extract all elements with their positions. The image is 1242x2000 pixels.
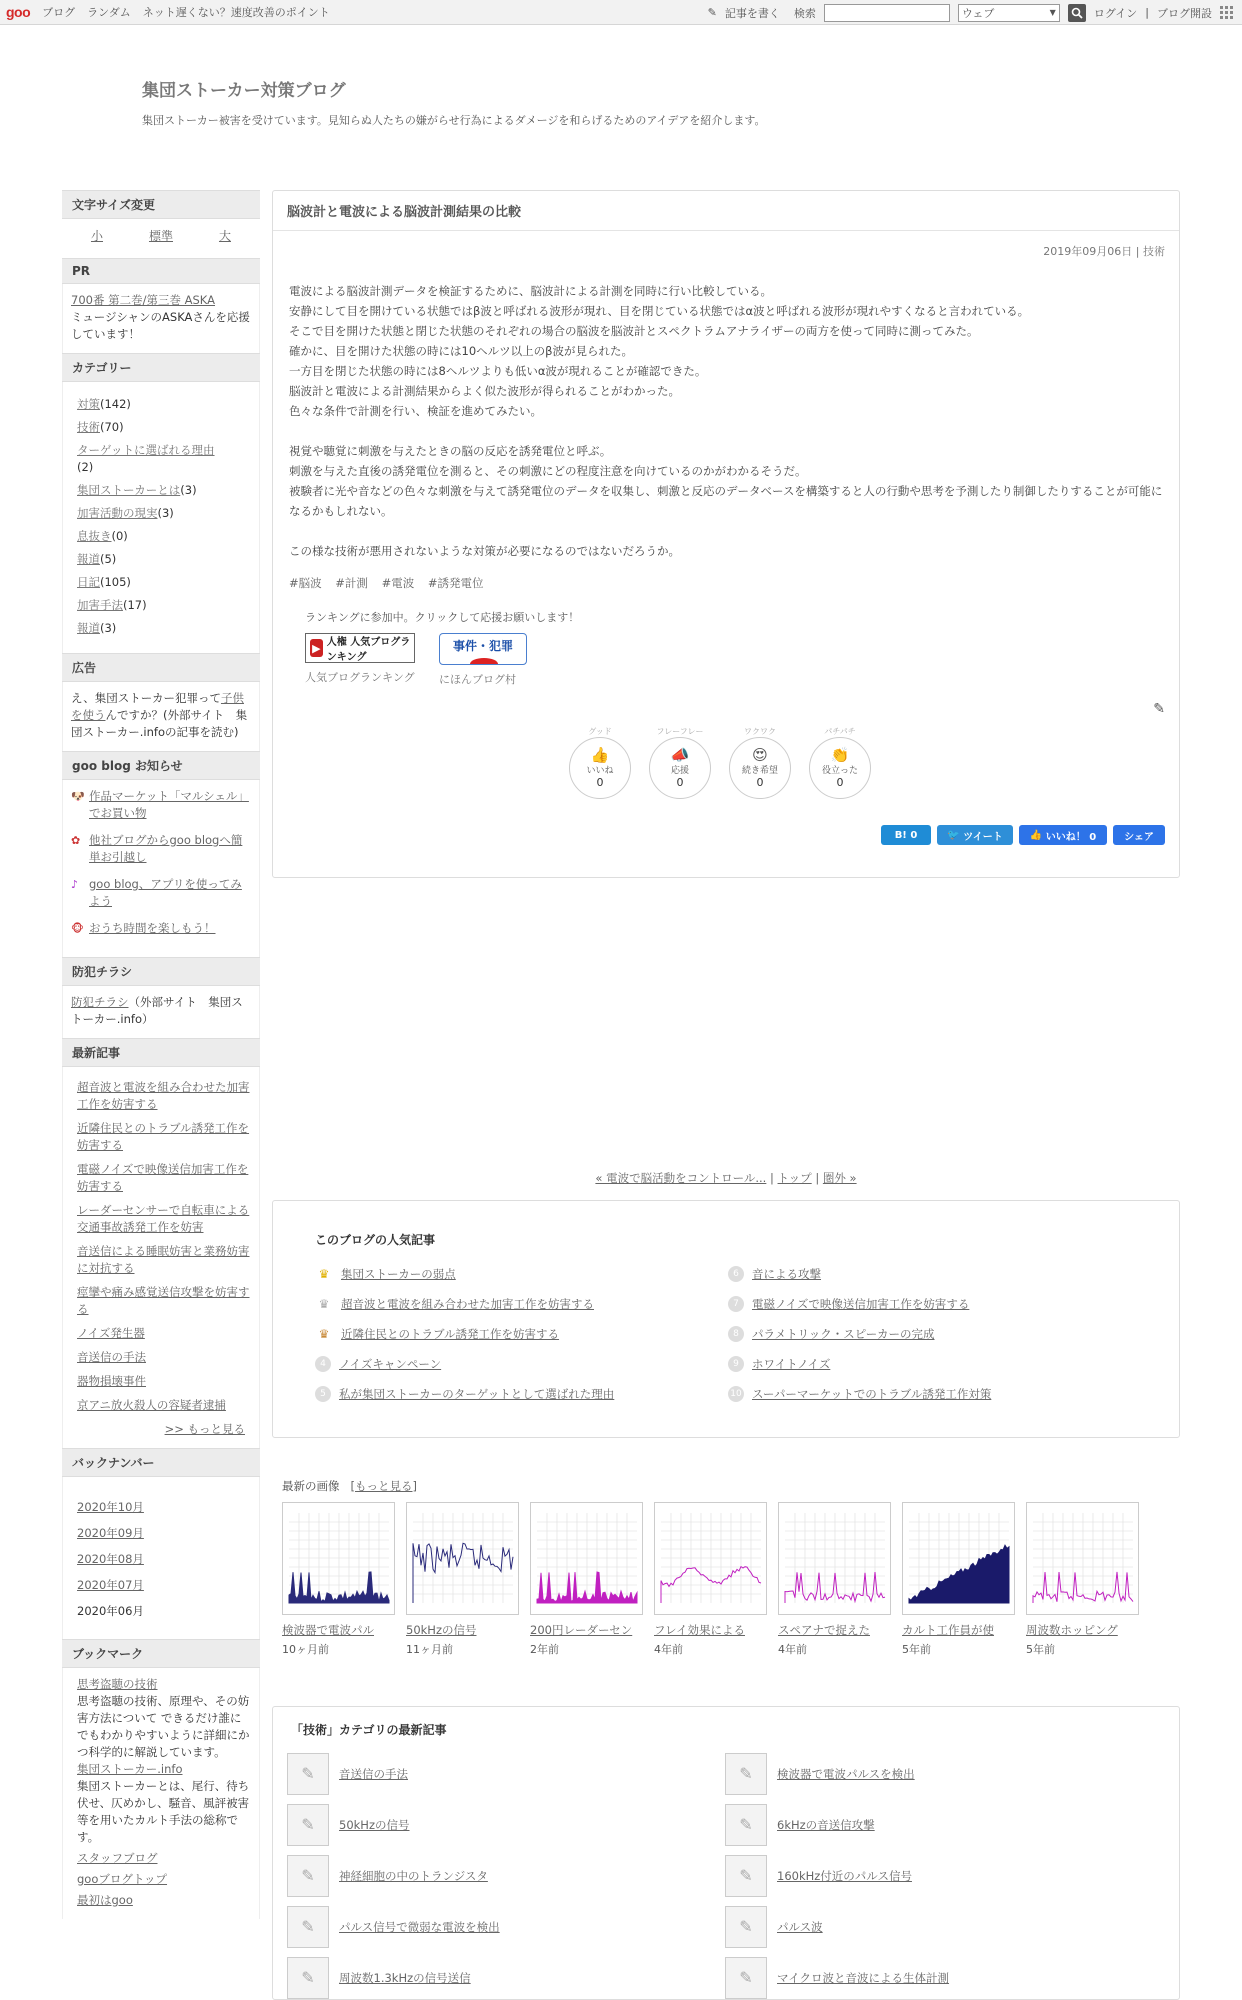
- blog-title[interactable]: 集団ストーカー対策ブログ: [142, 81, 346, 101]
- archive-list: [62, 1477, 260, 1639]
- topbar-link-speed[interactable]: ネット遅くない？速度改善のポイント: [142, 6, 330, 19]
- flyer-link[interactable]: 防犯チラシ: [71, 995, 129, 1009]
- pencil-icon: ✎: [707, 6, 717, 19]
- recent-item[interactable]: 超音波と電波を組み合わせた加害工作を妨害する: [77, 1080, 250, 1111]
- rank-number: 9: [728, 1356, 744, 1372]
- goo-logo[interactable]: goo: [6, 4, 31, 20]
- thumbnail-image[interactable]: [1026, 1502, 1139, 1615]
- notice-item: 🐶 作品マーケット「マルシェル」でお買い物: [71, 789, 249, 820]
- recent-item[interactable]: 近隣住民とのトラブル誘発工作を妨害する: [77, 1121, 250, 1152]
- category-article-link[interactable]: 160kHz付近のパルス信号: [777, 1868, 912, 1883]
- archive-item[interactable]: 2020年07月: [77, 1578, 144, 1592]
- login-link[interactable]: ログイン: [1093, 6, 1138, 20]
- popular-item: 10 スーパーマーケットでのトラブル誘発工作対策: [728, 1379, 1128, 1409]
- category-item: 加害手法(17): [77, 598, 147, 612]
- font-size-options: [62, 219, 260, 258]
- ranking-logo-icon: ▶: [310, 639, 323, 657]
- notice-item: ✿ 他社ブログからgoo blogへ簡単お引越し: [71, 833, 243, 864]
- category-article-link[interactable]: 周波数1.3kHzの信号送信: [339, 1970, 471, 1985]
- article-meta: 2019年09月06日 | 技術: [1043, 245, 1165, 258]
- category-item: 技術(70): [77, 420, 124, 434]
- article-thumbnail-icon[interactable]: ✎: [287, 1957, 329, 1999]
- category-article-link[interactable]: パルス波: [777, 1919, 823, 1934]
- pr-body: [62, 284, 260, 353]
- paragraph-spacer: [289, 421, 1163, 441]
- monkey-icon: 🐵: [71, 922, 84, 935]
- article-paragraph: 刺激を与えた直後の誘発電位を測ると、その刺激にどの程度注意を向けているのかがわかるそうだ。: [289, 464, 807, 478]
- tag[interactable]: #電波: [381, 576, 415, 590]
- image-thumbnail[interactable]: [778, 1502, 891, 1657]
- font-size-large[interactable]: 大: [218, 229, 231, 243]
- paragraph-spacer: [289, 521, 1163, 541]
- latest-images: [282, 1478, 1182, 1657]
- rank-number: 10: [728, 1386, 744, 1402]
- spectrum-plot-image: [779, 1503, 890, 1614]
- bookmark-link[interactable]: スタッフブログ: [77, 1851, 158, 1865]
- font-size-small[interactable]: 小: [90, 229, 103, 243]
- bronze-crown-icon: ♛: [318, 1327, 330, 1341]
- category-article-link[interactable]: 6kHzの音送信攻撃: [777, 1817, 875, 1832]
- category-article-item: [725, 1752, 1163, 1795]
- category-item: 報道(3): [77, 621, 117, 635]
- write-article-link[interactable]: 記事を書く: [724, 6, 780, 20]
- topbar-link-random[interactable]: ランダム: [87, 6, 131, 19]
- image-thumbnail[interactable]: [530, 1502, 643, 1657]
- category-latest-articles: [272, 1706, 1180, 2000]
- archive-item[interactable]: 2020年08月: [77, 1552, 144, 1566]
- facebook-like-button[interactable]: 👍 いいね！ 0: [1019, 825, 1107, 845]
- prev-article-link[interactable]: « 電波で脳活動をコントロール...: [595, 1171, 767, 1185]
- recent-item[interactable]: 痙攣や痛み感覚送信攻撃を妨害する: [77, 1285, 250, 1316]
- article-title[interactable]: 脳波計と電波による脳波計測結果の比較: [273, 191, 1179, 231]
- category-article-link[interactable]: 50kHzの信号: [339, 1817, 410, 1832]
- popular-list-left: [315, 1259, 715, 1409]
- category-article-item: [287, 1905, 725, 1948]
- article-thumbnail-icon[interactable]: ✎: [287, 1855, 329, 1897]
- bookmark-description: 思考盗聴の技術、原理や、その妨害方法について できるだけ誰にでもわかりやすいように詳細にかつ科学的に解説しています。: [77, 1694, 250, 1759]
- article-thumbnail-icon[interactable]: ✎: [725, 1804, 767, 1846]
- image-thumbnail[interactable]: [282, 1502, 395, 1657]
- blogmura-banner[interactable]: 事件・犯罪: [439, 633, 527, 665]
- heart-eyes-icon: 😍: [752, 746, 768, 764]
- thumbnail-age: 2年前: [530, 1643, 559, 1656]
- category-item: 集団ストーカーとは(3): [77, 483, 197, 497]
- thumbnail-image[interactable]: [778, 1502, 891, 1615]
- category-article-item: [725, 1803, 1163, 1846]
- thumbnail-caption[interactable]: 周波数ホッピング: [1026, 1623, 1118, 1637]
- recent-list: [62, 1067, 260, 1448]
- image-thumbnail[interactable]: [654, 1502, 767, 1657]
- edit-pen-icon[interactable]: ✎: [1153, 701, 1165, 717]
- article-body: [273, 273, 1179, 561]
- spectrum-plot-image: [903, 1503, 1014, 1614]
- article: [272, 190, 1180, 878]
- ranking-text: ランキングに参加中。クリックして応援お願いします！: [305, 611, 580, 624]
- popular-list-right: [728, 1259, 1128, 1409]
- notice-item: 🐵 おうち時間を楽しもう！: [71, 921, 216, 935]
- article-thumbnail-icon[interactable]: ✎: [725, 1855, 767, 1897]
- category-article-link[interactable]: 神経細胞の中のトランジスタ: [339, 1868, 488, 1883]
- clap-icon: 👏: [830, 746, 850, 764]
- spectrum-plot-image: [1027, 1503, 1138, 1614]
- latest-images-more-link[interactable]: [もっと見る]: [350, 1479, 417, 1493]
- article-paragraph: この様な技術が悪用されないような対策が必要になるのではないだろうか。: [289, 544, 680, 558]
- popular-item: 5 私が集団ストーカーのターゲットとして選ばれた理由: [315, 1379, 715, 1409]
- silver-crown-icon: ♛: [318, 1297, 330, 1311]
- archive-heading: バックナンバー: [62, 1448, 260, 1477]
- rank-number: 6: [728, 1266, 744, 1282]
- article-date: 2019年09月06日: [1043, 245, 1133, 258]
- latest-images-heading: 最新の画像 [もっと見る]: [282, 1479, 417, 1493]
- category-article-item: [287, 1854, 725, 1897]
- article-paragraph: 脳波計と電波による計測結果からよく似た波形が得られることがわかった。: [289, 384, 680, 398]
- search-icon: [1071, 7, 1083, 19]
- recent-heading: 最新記事: [62, 1038, 260, 1067]
- article-category[interactable]: 技術: [1143, 245, 1165, 258]
- bookmark-list: [62, 1668, 260, 1919]
- article-paragraph: 視覚や聴覚に刺激を与えたときの脳の反応を誘発電位と呼ぶ。: [289, 444, 612, 458]
- search-input[interactable]: [824, 4, 950, 22]
- article-thumbnail-icon[interactable]: ✎: [287, 1906, 329, 1948]
- archive-item[interactable]: 2020年10月: [77, 1500, 144, 1514]
- article-paragraph: 色々な条件で計測を行い、検証を進めてみたい。: [289, 404, 542, 418]
- article-paragraph: 一方目を閉じた状態の時には8ヘルツよりも低いα波が現れることが確認できた。: [289, 364, 707, 378]
- sidebar: [62, 190, 260, 1919]
- popular-item: 4 ノイズキャンペーン: [315, 1349, 715, 1379]
- thumbs-up-icon: 👍: [590, 746, 610, 764]
- category-latest-heading: 「技術」カテゴリの最新記事: [291, 1723, 447, 1737]
- category-article-item: [725, 1854, 1163, 1897]
- notice-item: ♪ goo blog、アプリを使ってみよう: [71, 877, 242, 908]
- popular-item: 6 音による攻撃: [728, 1259, 1128, 1289]
- apps-grid-icon[interactable]: [1220, 6, 1234, 20]
- popular-item: 8 パラメトリック・スピーカーの完成: [728, 1319, 1128, 1349]
- thumbnail-caption[interactable]: カルト工作員が使: [902, 1623, 994, 1637]
- popular-item: ♛ 超音波と電波を組み合わせた加害工作を妨害する: [315, 1289, 715, 1319]
- spectrum-plot-image: [531, 1503, 642, 1614]
- ranking-badge[interactable]: 事件・犯罪 にほんブログ村: [439, 633, 527, 687]
- twitter-bird-icon: 🐦: [947, 829, 960, 841]
- dog-icon: 🐶: [71, 790, 85, 803]
- rank-number: 4: [315, 1356, 331, 1372]
- ranking-section: [305, 609, 1179, 687]
- open-blog-link[interactable]: ブログ開設: [1157, 6, 1212, 20]
- recent-item[interactable]: 器物損壊事件: [77, 1374, 146, 1388]
- article-tags: [273, 561, 1179, 591]
- popular-articles: [272, 1200, 1180, 1438]
- popular-item: 7 電磁ノイズで映像送信加害工作を妨害する: [728, 1289, 1128, 1319]
- article-paragraph: 被験者に光や音などの色々な刺激を与えて誘発電位のデータを収集し、刺激と反応のデータベースを構築すると人の行動や思考を予測したり制御したりすることが可能になるかもしれない。: [289, 484, 1163, 518]
- popular-item: ♛ 集団ストーカーの弱点: [315, 1259, 715, 1289]
- thumbnail-age: 10ヶ月前: [282, 1643, 329, 1656]
- article-thumbnail-icon[interactable]: ✎: [725, 1906, 767, 1948]
- rank-number: 5: [315, 1386, 331, 1402]
- ad-link[interactable]: 子供を使う: [71, 691, 244, 722]
- recent-item[interactable]: ノイズ発生器: [77, 1326, 145, 1340]
- thumbnail-caption[interactable]: 200円レーダーセン: [530, 1623, 633, 1637]
- image-thumbnail[interactable]: [1026, 1502, 1139, 1657]
- notice-list: [62, 780, 260, 957]
- thumbs-up-icon: 👍: [1029, 829, 1043, 841]
- thumbnail-caption[interactable]: 検波器で電波パル: [282, 1623, 374, 1637]
- top-bar: goo ブログ ランダム ネット遅くない？速度改善のポイント ✎ 記事を書く 検索 ウェブ ▼ ログイン | ブログ開設: [0, 0, 1242, 25]
- music-note-icon: ♪: [71, 878, 79, 891]
- article-paragraph: そこで目を開けた状態と閉じた状態のそれぞれの場合の脳波を脳波計とスペクトラムアナライザーの両方を使って同時に測ってみた。: [289, 324, 979, 338]
- image-thumbnail[interactable]: [406, 1502, 519, 1657]
- category-heading: カテゴリー: [62, 353, 260, 382]
- reaction-cheer[interactable]: フレーフレー 📣 応援 0: [649, 737, 711, 799]
- spectrum-plot-image: [283, 1503, 394, 1614]
- thumbnail-age: 4年前: [654, 1643, 683, 1656]
- reaction-buttons: [569, 727, 871, 799]
- thumbnail-caption[interactable]: フレイ効果による: [654, 1623, 745, 1637]
- article-thumbnail-icon[interactable]: ✎: [287, 1753, 329, 1795]
- archive-item[interactable]: 2020年06月: [77, 1604, 144, 1618]
- bookmark-link[interactable]: 集団ストーカー.info: [77, 1762, 183, 1776]
- ad-body: え、集団ストーカー犯罪って子供を使うんですか？(外部サイト 集団ストーカー.infoの記事を読む): [62, 682, 260, 751]
- reaction-want-more[interactable]: ワクワク 😍 続き希望 0: [729, 737, 791, 799]
- popular-heading: このブログの人気記事: [315, 1233, 436, 1247]
- bookmark-link[interactable]: gooブログトップ: [77, 1872, 168, 1886]
- category-article-link[interactable]: 検波器で電波パルスを検出: [777, 1766, 915, 1781]
- recent-item[interactable]: 電磁ノイズで映像送信加害工作を妨害する: [77, 1162, 249, 1193]
- recent-item[interactable]: レーダーセンサーで自転車による交通事故誘発工作を妨害: [77, 1203, 250, 1234]
- popular-item: 9 ホワイトノイズ: [728, 1349, 1128, 1379]
- recent-item[interactable]: 京アニ放火殺人の容疑者逮捕: [77, 1398, 226, 1412]
- blog-description: 集団ストーカー被害を受けています。見知らぬ人たちの嫌がらせ行為によるダメージを和らげるためのアイデアを紹介します。: [142, 114, 766, 127]
- category-item: 日記(105): [77, 575, 131, 589]
- thumbnail-image[interactable]: [902, 1502, 1015, 1615]
- category-article-item: [287, 1956, 725, 1999]
- pr-link[interactable]: 700番 第二巻/第三巻 ASKA: [71, 293, 216, 307]
- article-thumbnail-icon[interactable]: ✎: [725, 1753, 767, 1795]
- article-paragraph: 安静にして目を開けている状態ではβ波と呼ばれる波形が現れ、目を閉じている状態ではα波と呼ばれる波形が現れやすくなると言われている。: [289, 304, 1030, 318]
- thumbnail-image[interactable]: [282, 1502, 395, 1615]
- next-article-link[interactable]: 圏外 »: [822, 1171, 857, 1185]
- share-buttons: [881, 825, 1165, 845]
- search-button[interactable]: [1068, 4, 1086, 22]
- spectrum-plot-image: [655, 1503, 766, 1614]
- top-link[interactable]: トップ: [777, 1171, 812, 1185]
- article-thumbnail-icon[interactable]: ✎: [725, 1957, 767, 1999]
- category-article-item: [725, 1956, 1163, 1999]
- rank-number: 8: [728, 1326, 744, 1342]
- thumbnail-age: 11ヶ月前: [406, 1643, 453, 1656]
- recent-item[interactable]: 音送信による睡眠妨害と業務妨害に対抗する: [77, 1244, 250, 1275]
- category-article-item: [287, 1752, 725, 1795]
- category-item: 対策(142): [77, 397, 131, 411]
- flyer-heading: 防犯チラシ: [62, 957, 260, 986]
- notice-heading: goo blog お知らせ: [62, 751, 260, 780]
- pr-text: ミュージシャンのASKAさんを応援しています！: [71, 310, 250, 341]
- tag[interactable]: #計測: [335, 576, 368, 590]
- main-content: [272, 190, 1180, 878]
- category-article-link[interactable]: パルス信号で微弱な電波を検出: [339, 1919, 500, 1934]
- font-size-heading: 文字サイズ変更: [62, 190, 260, 219]
- flyer-body: 防犯チラシ（外部サイト 集団ストーカー.info）: [62, 986, 260, 1038]
- category-item: 息抜き(0): [77, 529, 128, 543]
- category-article-item: [725, 1905, 1163, 1948]
- bookmark-link[interactable]: 思考盗聴の技術: [77, 1677, 158, 1691]
- article-thumbnail-icon[interactable]: ✎: [287, 1804, 329, 1846]
- thumbnail-age: 4年前: [778, 1643, 807, 1656]
- category-latest-grid: [273, 1752, 1179, 1999]
- thumbnail-age: 5年前: [1026, 1643, 1055, 1656]
- megaphone-icon: 📣: [670, 746, 690, 764]
- recent-item[interactable]: 音送信の手法: [77, 1350, 146, 1364]
- archive-item[interactable]: 2020年09月: [77, 1526, 144, 1540]
- thumbnail-image[interactable]: [654, 1502, 767, 1615]
- reaction-like[interactable]: グッド 👍 いいね 0: [569, 737, 631, 799]
- image-thumbnail[interactable]: [902, 1502, 1015, 1657]
- hatena-bookmark-button[interactable]: B! 0: [881, 825, 931, 845]
- popular-item: ♛ 近隣住民とのトラブル誘発工作を妨害する: [315, 1319, 715, 1349]
- tweet-button[interactable]: 🐦 ツイート: [937, 825, 1013, 845]
- category-item: 報道(5): [77, 552, 117, 566]
- category-article-item: [287, 1803, 725, 1846]
- category-list: [62, 382, 260, 653]
- spectrum-plot-image: [407, 1503, 518, 1614]
- flower-icon: ✿: [71, 834, 81, 847]
- search-scope-select[interactable]: ウェブ ▼: [958, 4, 1060, 22]
- pr-heading: PR: [62, 258, 260, 284]
- thumbnail-row: [282, 1502, 1182, 1657]
- thumbnail-image[interactable]: [406, 1502, 519, 1615]
- bookmark-heading: ブックマーク: [62, 1639, 260, 1668]
- rank-number: 7: [728, 1296, 744, 1312]
- category-article-link[interactable]: 音送信の手法: [339, 1766, 408, 1781]
- article-paragraph: 電波による脳波計測データを検証するために、脳波計による計測を同時に行い比較している。: [289, 284, 772, 298]
- tag[interactable]: #脳波: [289, 576, 322, 590]
- topbar-link-blog[interactable]: ブログ: [42, 6, 76, 19]
- article-pager: « 電波で脳活動をコントロール... | トップ | 圏外 »: [595, 1171, 857, 1185]
- thumbnail-image[interactable]: [530, 1502, 643, 1615]
- search-label: 検索: [793, 6, 816, 20]
- tag[interactable]: #誘発電位: [427, 576, 484, 590]
- category-item: ターゲットに選ばれる理由 (2): [77, 443, 215, 474]
- thumbnail-age: 5年前: [902, 1643, 931, 1656]
- category-item: 加害活動の現実(3): [77, 506, 174, 520]
- font-size-standard[interactable]: 標準: [148, 229, 173, 243]
- category-article-link[interactable]: マイクロ波と音波による生体計測: [777, 1970, 950, 1985]
- bookmark-description: 集団ストーカーとは、尾行、待ち伏せ、仄めかし、騒音、風評被害等を用いたカルト手法の総称です。: [77, 1779, 250, 1844]
- facebook-share-button[interactable]: シェア: [1113, 825, 1165, 845]
- chevron-down-icon: ▼: [1049, 8, 1056, 17]
- ad-heading: 広告: [62, 653, 260, 682]
- ranking-badges: [305, 633, 1179, 687]
- thumbnail-caption[interactable]: 50kHzの信号: [406, 1623, 477, 1637]
- recent-more-link[interactable]: >> もっと見る: [164, 1422, 245, 1436]
- ranking-badge[interactable]: ▶ 人権 人気ブログランキング 人気ブログランキング: [305, 633, 415, 687]
- bookmark-link[interactable]: 最初はgoo: [77, 1893, 133, 1907]
- article-paragraph: 確かに、目を開けた状態の時には10ヘルツ以上のβ波が見られた。: [289, 344, 633, 358]
- blog-ranking-banner[interactable]: ▶ 人権 人気ブログランキング: [305, 633, 415, 663]
- gold-crown-icon: ♛: [318, 1267, 330, 1281]
- thumbnail-caption[interactable]: スペアナで捉えた: [778, 1623, 870, 1637]
- reaction-useful[interactable]: パチパチ 👏 役立った 0: [809, 737, 871, 799]
